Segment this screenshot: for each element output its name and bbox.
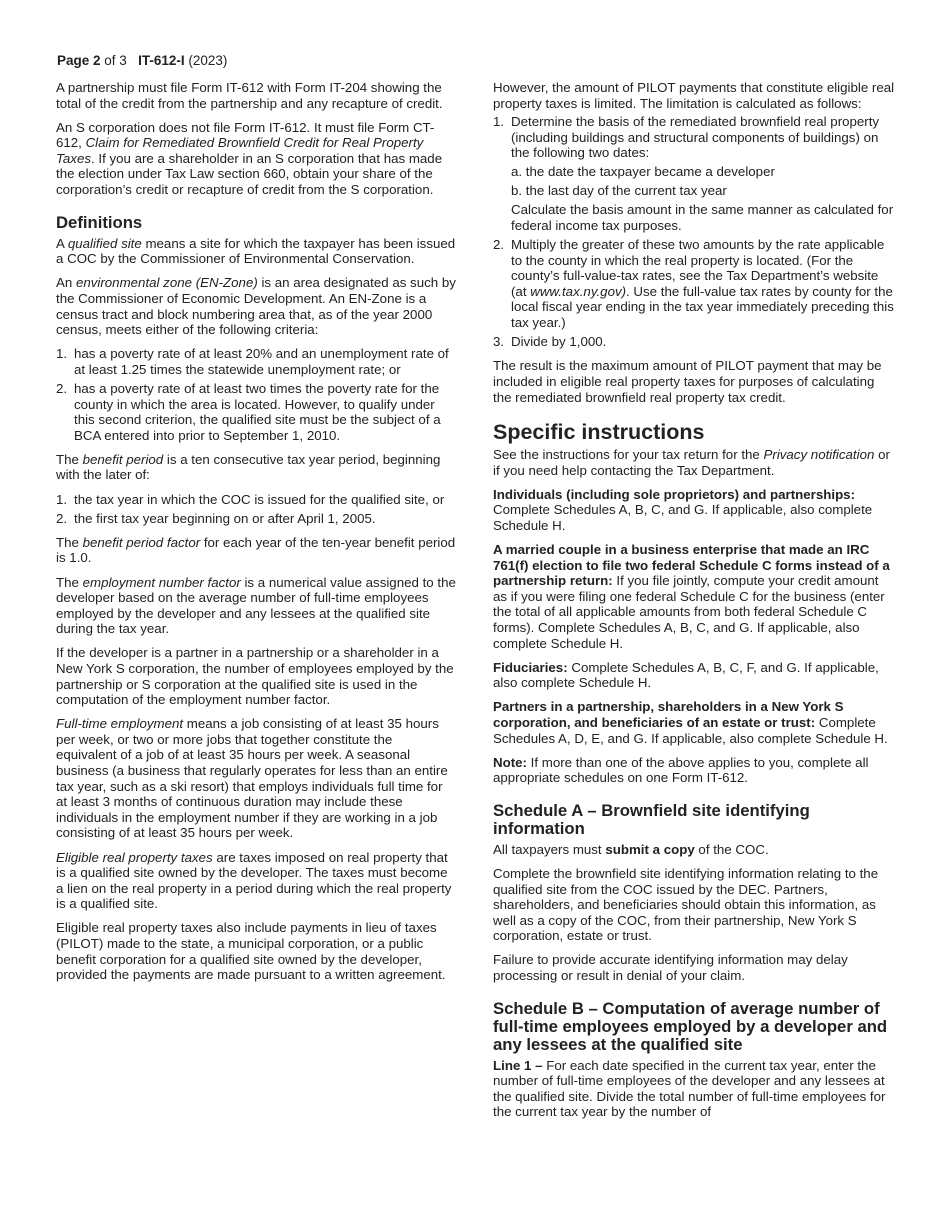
employment-number-factor-definition: The employment number factor is a numerical value assigned to the developer based on the average number of full-time employees employed by the developer and any lessees at the qualified site during the tax year.: [56, 574, 456, 637]
form-number: IT-612-I: [138, 53, 185, 68]
line-1-paragraph: Line 1 – For each date specified in the current tax year, enter the number of full-time employees of the developer and any lessees at the qualified site. Divide the total number of full-time employees for the current tax year by the number of: [493, 1057, 886, 1120]
schedule-a-copy-paragraph: All taxpayers must submit a copy of the COC.: [493, 841, 769, 857]
pilot-paragraph: Eligible real property taxes also include payments in lieu of taxes (PILOT) made to the state, a municipal corporation, or a public benefit corporation for a qualified site owned by the developer, provided the payments are made pursuant to a written agreement.: [56, 920, 446, 983]
limitation-steps-list: [493, 114, 895, 350]
note-paragraph: Note: If more than one of the above applies to you, complete all appropriate schedules on one Form IT-612.: [493, 754, 869, 786]
qualified-site-definition: A qualified site means a site for which the taxpayer has been issued a COC by the Commissioner of Environmental Conservation.: [56, 235, 456, 267]
partner-shareholder-paragraph: If the developer is a partner in a partnership or a shareholder in a New York S corporation, the number of employees employed by the partnership or S corporation at the qualified site is used in the computation of the employment number factor.: [56, 645, 454, 708]
benefit-period-list: [56, 492, 456, 527]
schedule-a-failure-paragraph: Failure to provide accurate identifying information may delay processing or result in denial of your claim.: [493, 952, 848, 984]
page-total: of 3: [104, 53, 127, 68]
en-zone-criteria-list: [56, 346, 456, 443]
partners-paragraph: Partners in a partnership, shareholders in a New York S corporation, and beneficiaries of an estate or trust: Complete Schedules A, D, E, and G. If applicable, also complete Schedule H.: [493, 699, 888, 746]
form-year: (2023): [188, 53, 228, 68]
partnership-paragraph: A partnership must file Form IT-612 with Form IT-204 showing the total of the credit from the partnership and any recapture of credit.: [56, 80, 443, 111]
page-header: [57, 53, 227, 68]
benefit-period-definition: The benefit period is a ten consecutive tax year period, beginning with the later of:: [56, 451, 441, 483]
list-item: 2. has a poverty rate of at least two times the poverty rate for the county in which the area is located. However, to qualify under this second criterion, the qualified site must be the subject of a BCA entered into prior to September 1, 2010.: [56, 381, 441, 443]
individuals-paragraph: Individuals (including sole proprietors) and partnerships: Complete Schedules A, B, C, and G. If applicable, also complete Schedule H.: [493, 486, 873, 534]
list-item: 1. has a poverty rate of at least 20% and an unemployment rate of at least 1.25 times the statewide unemployment rate; or: [56, 346, 449, 377]
schedule-b-heading: Schedule B – Computation of average number of full-time employees employed by a developer and any lessees at the qualified site: [493, 998, 888, 1054]
list-item: 1. the tax year in which the COC is issued for the qualified site, or: [56, 491, 445, 507]
pilot-limitation-paragraph: However, the amount of PILOT payments that constitute eligible real property taxes is limited. The limitation is calculated as follows:: [493, 80, 895, 111]
list-item: 3. Divide by 1,000.: [493, 334, 607, 350]
result-paragraph: The result is the maximum amount of PILOT payment that may be included in eligible real property taxes for purposes of calculating the remediated brownfield real property tax credit.: [493, 358, 882, 405]
fiduciaries-paragraph: Fiduciaries: Complete Schedules A, B, C, F, and G. If applicable, also complete Schedule H.: [493, 659, 879, 691]
full-time-employment-definition: Full-time employment means a job consisting of at least 35 hours per week, or two or more jobs that together constitute the equivalent of a job of at least 35 hours per week. A seasonal business (a business that regularly operates for less than an entire tax year, such as a ski resort) that employs individuals full time for at least 3 months of continuous duration may include these individuals in the employment number if they are working in a job consisting of at least 35 hours per week.: [56, 716, 448, 841]
left-column: [56, 80, 456, 991]
list-item: 1. Determine the basis of the remediated brownfield real property (including buildings and structural components of buildings) on the following two dates: a. the date the taxpayer became a developer b. the last day of the current tax year Calculate the basis amount in the same manner as calculated for federal income tax purposes.: [493, 114, 894, 233]
privacy-paragraph: See the instructions for your tax return for the Privacy notification or if you need help contacting the Tax Department.: [493, 447, 890, 478]
definitions-heading: Definitions: [56, 212, 143, 232]
schedule-a-heading: Schedule A – Brownfield site identifying information: [493, 800, 810, 838]
schedule-a-info-paragraph: Complete the brownfield site identifying information relating to the qualified site from the COC issued by the DEC. Partners, shareholders, and beneficiaries should obtain this information, as well as a copy of the COC, from their partnership, New York S corporation, estate or trust.: [493, 866, 879, 944]
list-item: 2. Multiply the greater of these two amounts by the rate applicable to the county in which the real property is located. (For the county’s full-value-tax rates, see the Tax Department’s website (at www.tax.ny.gov). Use the full-value tax rates by county for the local fiscal year ending in the tax year immediately preceding this tax year.): [493, 237, 894, 331]
specific-instructions-heading: Specific instructions: [493, 420, 705, 445]
married-couple-paragraph: A married couple in a business enterprise that made an IRC 761(f) election to file two federal Schedule C forms instead of a partnership return: If you file jointly, compute your credit amount as if you were filing one federal Schedule C for the business (enter the total of all applicable amounts from both federal Schedule C forms). Complete Schedules A, B, C, and G. If applicable, also complete Schedule H.: [493, 542, 890, 651]
right-column: [493, 80, 895, 1129]
s-corporation-paragraph: An S corporation does not file Form IT-612. It must file Form CT-612, Claim for Remediated Brownfield Credit for Real Property Taxes. If you are a shareholder in an S corporation that has made the election under Tax Law section 660, obtain your share of the corporation’s credit or recapture of credit from the S corporation.: [56, 119, 443, 198]
page-number: Page 2: [57, 53, 101, 68]
en-zone-definition: An environmental zone (EN-Zone) is an area designated as such by the Commissioner of Economic Development. An EN-Zone is a census tract and block numbering area that, as of the year 2000 census, meets either of the following criteria:: [56, 275, 456, 338]
eligible-real-property-taxes-definition: Eligible real property taxes are taxes imposed on real property that is a qualified site owned by the developer. The taxes must become a lien on the real property in a period during which the real property is a qualified site.: [56, 849, 452, 912]
benefit-period-factor-definition: The benefit period factor for each year of the ten-year benefit period is 1.0.: [56, 534, 456, 566]
list-item: 2. the first tax year beginning on or after April 1, 2005.: [56, 510, 376, 526]
